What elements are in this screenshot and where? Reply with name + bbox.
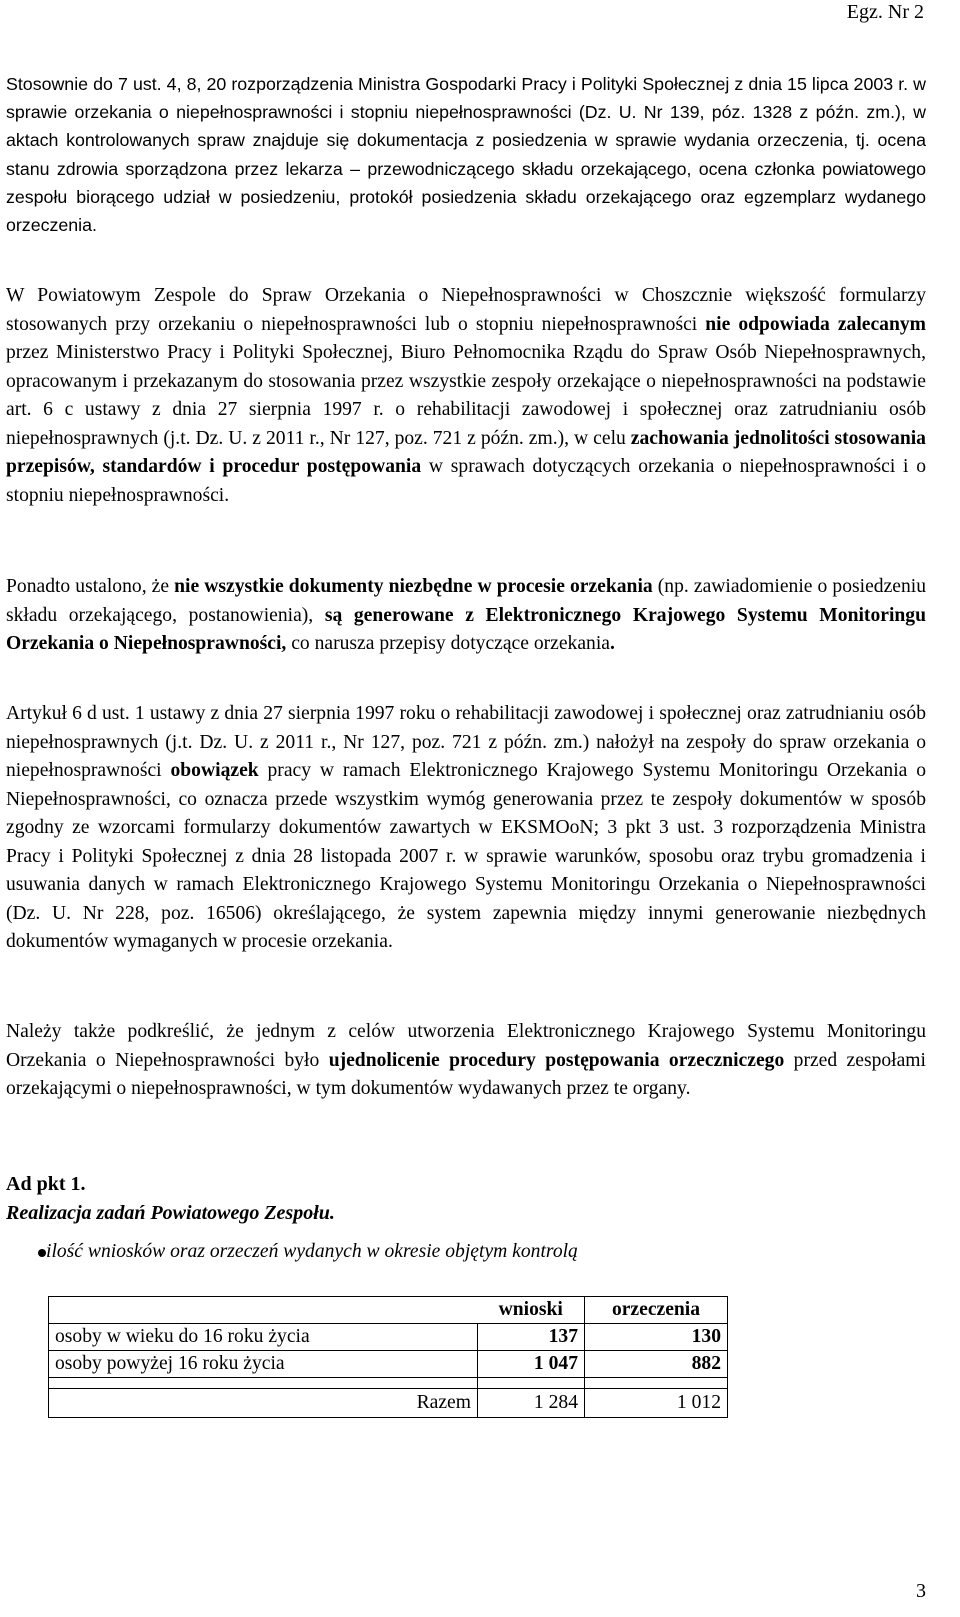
table-cell: 1 012 [585, 1389, 728, 1418]
bold-run: obowiązek [170, 760, 259, 781]
copy-number-label: Egz. Nr 2 [846, 1, 924, 23]
paragraph-article [6, 700, 926, 957]
table-cell [49, 1378, 478, 1389]
table-row [49, 1324, 728, 1351]
table-total-row [49, 1389, 728, 1418]
table-spacer-row [49, 1378, 728, 1389]
paragraph-goal [6, 1018, 926, 1104]
table-cell: 882 [585, 1351, 728, 1378]
table-header-cell: wnioski [478, 1297, 585, 1324]
table-cell: 137 [478, 1324, 585, 1351]
page-number: 3 [916, 1580, 926, 1602]
bullet-text: ilość wniosków oraz orzeczeń wydanych w okresie objętym kontrolą [46, 1241, 578, 1262]
bold-run: ujednolicenie procedury postępowania orzeczniczego [328, 1049, 785, 1071]
table-cell: 130 [585, 1324, 728, 1351]
text-run: W Powiatowym Zespole do Spraw Orzekania o Niepełnosprawności w Choszcznie większość formularzy stosowanych przy orzekaniu o niepełnosprawności lub o stopniu niepełnosprawności [6, 285, 926, 335]
section-subheading: Realizacja zadań Powiatowego Zespołu. [6, 1202, 335, 1224]
paragraph-documentation: Stosownie do 7 ust. 4, 8, 20 rozporządzenia Ministra Gospodarki Pracy i Polityki Społecznej z dnia 15 lipca 2003 r. w sprawie orzekania o niepełnosprawności i stopniu niepełnosprawności (Dz. U. Nr 139, póz. 1328 z późn. zm.), w aktach kontrolowanych spraw znajduje się dokumentacja z posiedzenia w sprawie wydania orzeczenia, tj. ocena stanu zdrowia sporządzona przez lekarza – przewodniczącego składu orzekającego, ocena członka powiatowego zespołu biorącego udział w posiedzeniu, protokół posiedzenia składu orzekającego oraz egzemplarz wydanego orzeczenia. [6, 74, 926, 236]
table-cell: osoby w wieku do 16 roku życia [49, 1324, 478, 1351]
table-header-cell: orzeczenia [585, 1297, 728, 1324]
text-run: co narusza przepisy dotyczące orzekania [286, 633, 610, 654]
text-run: w sprawach dotyczących orzekania o niepełnosprawności i o stopniu niepełnosprawności. [6, 456, 927, 506]
paragraph-forms [6, 282, 926, 510]
table-total-label: Razem [49, 1389, 478, 1418]
table-header-cell [49, 1297, 478, 1324]
text-run: przed zespołami orzekającymi o niepełnosprawności, w tym dokumentów wydawanych przez te organy. [6, 1049, 926, 1099]
table-cell [478, 1378, 585, 1389]
bold-run: nie odpowiada zalecanym [705, 313, 926, 335]
statistics-table [48, 1296, 728, 1418]
bullet-icon [38, 1249, 46, 1257]
table-cell: 1 284 [478, 1389, 585, 1418]
text-run: pracy w ramach Elektronicznego Krajowego Systemu Monitoringu Orzekania o Niepełnosprawności, co oznacza przede wszystkim wymóg generowania przez te zespoły dokumentów w sposób zgodny ze wzorcami formularzy dokumentów zawartych w EKSMOoN; 3 pkt 3 ust. 3 rozporządzenia Ministra Pracy i Polityki Społecznej z dnia 28 listopada 2007 r. w sprawie warunków, sposobu oraz trybu gromadzenia i usuwania danych w ramach Elektronicznego Krajowego Systemu Monitoringu Orzekania o Niepełnosprawności (Dz. U. Nr 228, poz. 16506) określającego, że system zapewnia między innymi generowanie niezbędnych dokumentów wymaganych w procesie orzekania. [6, 760, 926, 952]
text-run: Należy także podkreślić, że jednym z celów utworzenia Elektronicznego Krajowego Systemu Monitoringu Orzekania o Niepełnosprawności było [6, 1021, 926, 1071]
text-run: Artykuł 6 d ust. 1 ustawy z dnia 27 sierpnia 1997 roku o rehabilitacji zawodowej i społecznej oraz zatrudnianiu osób niepełnosprawnych (j.t. Dz. U. z 2011 r., Nr 127, poz. 721 z późn. zm.) nałożył na zespoły do spraw orzekania o niepełnosprawności [6, 703, 926, 781]
table-cell: 1 047 [478, 1351, 585, 1378]
bold-run: są generowane z Elektronicznego Krajowego Systemu Monitoringu Orzekania o Niepełnosprawności, [6, 604, 926, 654]
table-row [49, 1351, 728, 1378]
text-run: przez Ministerstwo Pracy i Polityki Społecznej, Biuro Pełnomocnika Rządu do Spraw Osób Niepełnosprawnych, opracowanym i przekazanym do stosowania przez wszystkie zespoły orzekające o niepełnosprawności na podstawie art. 6 c ustawy z dnia 27 sierpnia 1997 r. o rehabilitacji zawodowej i społecznej oraz zatrudnianiu osób niepełnosprawnych (j.t. Dz. U. z 2011 r., Nr 127, poz. 721 z późn. zm.), w celu [6, 342, 926, 449]
bold-run: . [609, 633, 615, 654]
bold-run: zachowania jednolitości stosowania przepisów, standardów i procedur postępowania [6, 427, 926, 477]
table-cell: osoby powyżej 16 roku życia [49, 1351, 478, 1378]
text-run: Ponadto ustalono, że [6, 576, 175, 597]
table-cell [585, 1378, 728, 1389]
paragraph-documents [6, 573, 926, 659]
bold-run: nie wszystkie dokumenty niezbędne w procesie orzekania [174, 576, 653, 597]
table-header-row [49, 1297, 728, 1324]
section-heading: Ad pkt 1. [6, 1173, 86, 1195]
text-run: (np. zawiadomienie o posiedzeniu składu orzekającego, postanowienia), [6, 576, 927, 626]
